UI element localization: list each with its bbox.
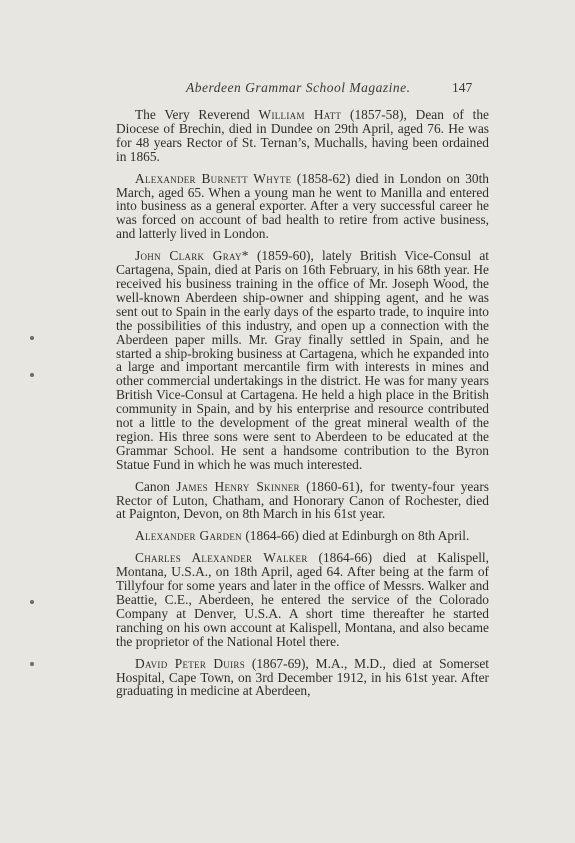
person-name: William Hatt <box>258 107 342 122</box>
paragraph-text: (1864-66) died at Edinburgh on 8th April. <box>241 528 470 544</box>
paragraph-text: (1860-61), for twenty-four years Rector of Luton, Chatham, and Honorary Canon of Rochester, died at Paignton, Devon, on 8th March in his 61st year. <box>116 478 489 522</box>
obituary-paragraph-whyte <box>116 172 489 242</box>
person-name: John Clark Gray* <box>135 248 249 264</box>
person-name: James Henry Skinner <box>176 478 300 494</box>
obituary-paragraph-walker <box>116 551 489 648</box>
paragraph-text: (1867-69), M.A., M.D., died at Somerset Hospital, Cape Town, on 3rd December 1912, in his 61st year. After graduating in medicine at Aberdeen, <box>116 655 489 699</box>
obituary-column <box>116 108 489 706</box>
page-number: 147 <box>452 80 473 95</box>
obituary-paragraph-garden <box>116 529 489 543</box>
binding-hole-mark <box>30 373 34 377</box>
paragraph-lead-in: The Very Reverend <box>135 107 259 122</box>
obituary-paragraph-gray <box>116 249 489 472</box>
paragraph-text: (1858-62) died in London on 30th March, aged 65. When a young man he went to Manilla and entered into business as a general exporter. After a very successful career he was forced on account of bad health to retire from active business, and latterly lived in London. <box>116 170 490 242</box>
person-name: David Peter Duirs <box>135 655 245 671</box>
binding-hole-mark <box>30 662 34 666</box>
running-title: Aberdeen Grammar School Magazine. <box>186 80 411 95</box>
obituary-paragraph-skinner <box>116 480 489 522</box>
obituary-paragraph-duirs <box>116 657 489 699</box>
paragraph-text: (1857-58), Dean of the Diocese of Brechin, died in Dundee on 29th April, aged 76. He was for 48 years Rector of St. Ternan’s, Muchalls, having been ordained in 1865. <box>116 107 489 164</box>
person-name: Charles Alexander Walker <box>135 550 308 566</box>
person-name: Alexander Garden <box>135 528 242 544</box>
paragraph-text: (1859-60), lately British Vice-Consul at Cartagena, Spain, died at Paris on 16th February, in his 68th year. He received his business training in the office of Mr. Joseph Wood, the well-known Aberdeen ship-owner and shipping agent, and he was sent out to Spain in the early days of the esparto trade, to inquire into the possibilities of this industry, and open up a connection with the Aberdeen paper mills. Mr. Gray finally settled in Spain, and he started a ship-broking business at Cartagena, which he expanded into a large and important mercantile firm with interests in mines and other commercial undertakings in the district. He was for many years British Vice-Consul at Cartagena. He held a high place in the British community in Spain, and by his enterprise and resource contributed not a little to the development of the great mineral wealth of the region. His three sons were sent to Aberdeen to be educated at the Grammar School. He sent a handsome contribution to the Byron Statue Fund in which he was much interested. <box>116 248 490 472</box>
person-name: Alexander Burnett Whyte <box>135 170 292 186</box>
paragraph-lead-in: Canon <box>135 478 177 494</box>
obituary-paragraph-hatt <box>116 108 489 164</box>
binding-hole-mark <box>30 336 34 340</box>
page-header <box>0 80 575 98</box>
binding-hole-mark <box>30 600 34 604</box>
paragraph-text: (1864-66) died at Kalispell, Montana, U.S.A., on 18th April, aged 64. After being at the farm of Tillyfour for some years and later in the office of Messrs. Walker and Beattie, C.E., Aberdeen, he entered the service of the Colorado Company at Denver, U.S.A. A short time thereafter he started ranching on his own account at Kalispell, Montana, and also became the proprietor of the National Hotel there. <box>116 550 489 649</box>
